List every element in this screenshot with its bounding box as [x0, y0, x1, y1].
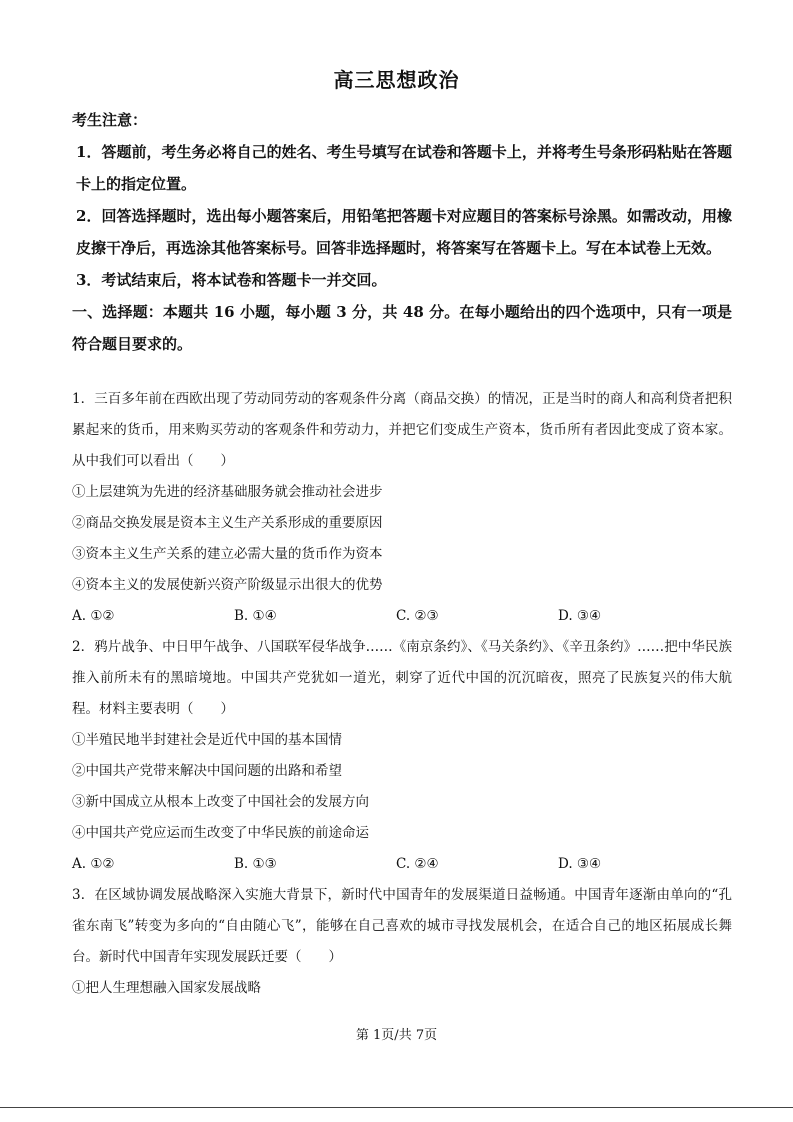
choice-d: D. ③④: [558, 856, 602, 872]
question-option: ②中国共产党带来解决中国问题的出路和希望: [72, 763, 342, 779]
question-option: ④中国共产党应运而生改变了中华民族的前途命运: [72, 825, 369, 841]
choice-a: A. ①②: [72, 608, 115, 624]
section-heading: 一、选择题：本题共 16 小题，每小题 3 分，共 48 分。在每小题给出的四个选项中，只有一项是符合题目要求的。: [72, 303, 732, 353]
notice-heading: 考生注意：: [72, 111, 148, 129]
page-title: 高三思想政治: [333, 68, 460, 92]
choice-b: B. ①③: [234, 856, 277, 872]
answer-choices: [72, 849, 732, 880]
choice-c: C. ②④: [396, 856, 439, 872]
question-option: ②商品交换发展是资本主义生产关系形成的重要原因: [72, 515, 383, 531]
choice-c: C. ②③: [396, 608, 439, 624]
question-option: ③资本主义生产关系的建立必需大量的货币作为资本: [72, 546, 383, 562]
notice-item: 2．回答选择题时，选出每小题答案后，用铅笔把答题卡对应题目的答案标号涂黑。如需改动，用橡皮擦干净后，再选涂其他答案标号。回答非选择题时，将答案写在答题卡上。写在本试卷上无效。: [76, 207, 732, 257]
answer-choices: [72, 601, 732, 632]
question-stem: 2．鸦片战争、中日甲午战争、八国联军侵华战争……《南京条约》、《马关条约》、《辛丑条约》……把中华民族推入前所未有的黑暗境地。中国共产党犹如一道光，刺穿了近代中国的沉沉暗夜，照亮了民族复兴的伟大航程。材料主要表明（ ）: [72, 639, 732, 717]
question-option: ④资本主义的发展使新兴资产阶级显示出很大的优势: [72, 577, 383, 593]
notice-block: [72, 104, 732, 360]
question-option: ①半殖民地半封建社会是近代中国的基本国情: [72, 732, 342, 748]
bottom-divider: [0, 1107, 793, 1108]
page-footer: 第 1页/共 7页: [355, 1028, 438, 1043]
choice-b: B. ①④: [234, 608, 277, 624]
notice-item: 1．答题前，考生务必将自己的姓名、考生号填写在试卷和答题卡上，并将考生号条形码粘贴在答题卡上的指定位置。: [76, 143, 732, 193]
question-stem: 3．在区域协调发展战略深入实施大背景下，新时代中国青年的发展渠道日益畅通。中国青年逐渐由单向的“孔雀东南飞”转变为多向的“自由随心飞”，能够在自己喜欢的城市寻找发展机会，在适合自己的地区拓展成长舞台。新时代中国青年实现发展跃迁要（ ）: [72, 887, 732, 965]
notice-item: 3．考试结束后，将本试卷和答题卡一并交回。: [76, 271, 387, 289]
question-stem: 1．三百多年前在西欧出现了劳动同劳动的客观条件分离（商品交换）的情况，正是当时的商人和高利贷者把积累起来的货币，用来购买劳动的客观条件和劳动力，并把它们变成生产资本，货币所有者因此变成了资本家。从中我们可以看出（ ）: [72, 391, 732, 469]
question-option: ①把人生理想融入国家发展战略: [72, 980, 261, 996]
question-option: ③新中国成立从根本上改变了中国社会的发展方向: [72, 794, 369, 810]
choice-a: A. ①②: [72, 856, 115, 872]
question-list: [72, 384, 732, 1004]
question-option: ①上层建筑为先进的经济基础服务就会推动社会进步: [72, 484, 383, 500]
choice-d: D. ③④: [558, 608, 602, 624]
